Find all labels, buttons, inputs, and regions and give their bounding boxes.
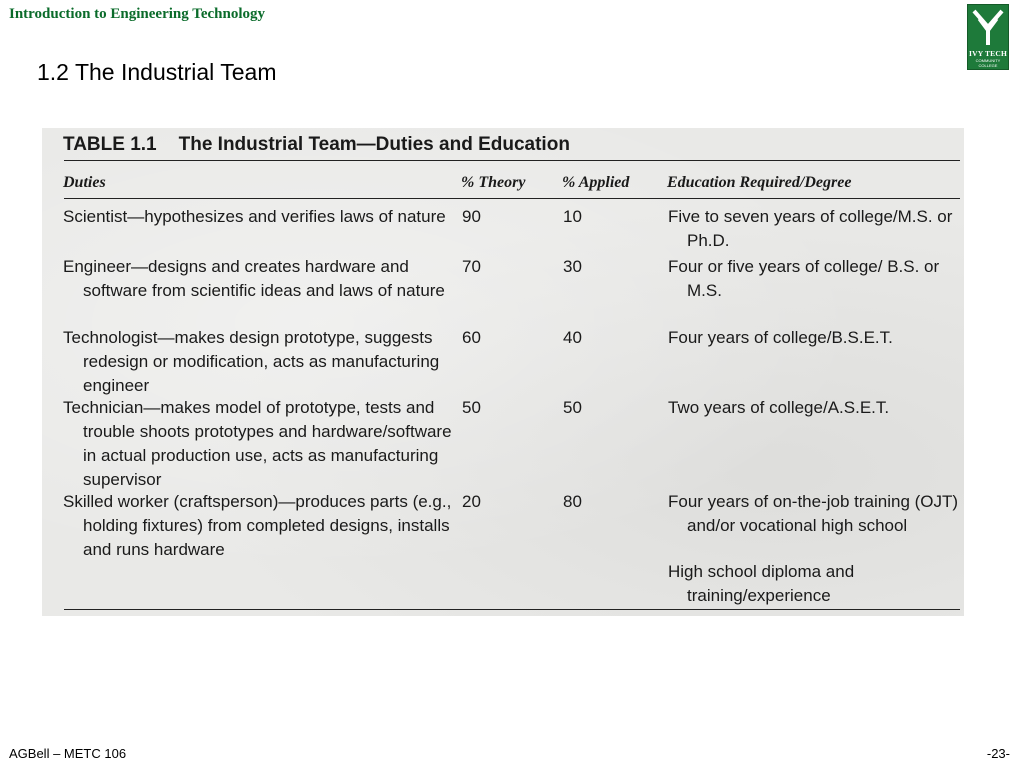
table-row-applied: 40 (563, 328, 582, 347)
table-row-duty: Technologist—makes design prototype, suggests redesign or modification, acts as manufacturing engineer (63, 328, 440, 395)
table-row-education: Five to seven years of college/M.S. or Ph.D. (668, 207, 953, 250)
table-caption (63, 134, 570, 156)
table-row-education: Four or five years of college/ B.S. or M.S. (668, 257, 940, 300)
table-number: TABLE 1.1 (63, 134, 157, 155)
column-header-education: Education Required/Degree (667, 174, 852, 191)
table-row-theory: 90 (462, 207, 481, 226)
table-row-education: Four years of college/B.S.E.T. (668, 328, 893, 347)
table-row-duty: Engineer—designs and creates hardware and software from scientific ideas and laws of nature (63, 257, 445, 300)
table-top-rule (64, 160, 960, 161)
table-row-duty: Technician—makes model of prototype, tests and trouble shoots prototypes and hardware/software in actual production use, acts as manufacturing supervisor (63, 398, 452, 489)
table-caption-text: The Industrial Team—Duties and Education (178, 134, 570, 155)
table-row-applied: 10 (563, 207, 582, 226)
table-row-duty: Skilled worker (craftsperson)—produces parts (e.g., holding fixtures) from completed designs, installs and runs hardware (63, 492, 452, 559)
table-row-education-extra: High school diploma and training/experience (668, 562, 855, 605)
course-title: Introduction to Engineering Technology (9, 6, 266, 22)
column-header-theory: % Theory (461, 174, 526, 191)
table-row-theory: 60 (462, 328, 481, 347)
table-bottom-rule (64, 609, 960, 610)
table-row-education: Four years of on-the-job training (OJT) and/or vocational high school (668, 492, 959, 535)
table-row-theory: 50 (462, 398, 481, 417)
table-row-applied: 30 (563, 257, 582, 276)
table-row-applied: 80 (563, 492, 582, 511)
logo-text: IVY TECH (968, 49, 1008, 58)
logo-subtext: COMMUNITY COLLEGE (975, 58, 1001, 68)
slide-title: 1.2 The Industrial Team (37, 59, 277, 85)
page-number: -23- (986, 746, 1010, 761)
table-row-theory: 20 (462, 492, 481, 511)
table-row-applied: 50 (563, 398, 582, 417)
column-header-duties: Duties (63, 174, 106, 191)
table-scan (42, 128, 964, 616)
column-header-applied: % Applied (562, 174, 630, 191)
table-row-education: Two years of college/A.S.E.T. (668, 398, 890, 417)
ivy-leaf-icon (968, 5, 1008, 49)
table-row-duty: Scientist—hypothesizes and verifies laws of nature (63, 207, 446, 226)
footer-author: AGBell – METC 106 (9, 746, 127, 761)
table-header-rule (64, 198, 960, 199)
ivy-tech-logo (967, 4, 1009, 70)
table-row-theory: 70 (462, 257, 481, 276)
